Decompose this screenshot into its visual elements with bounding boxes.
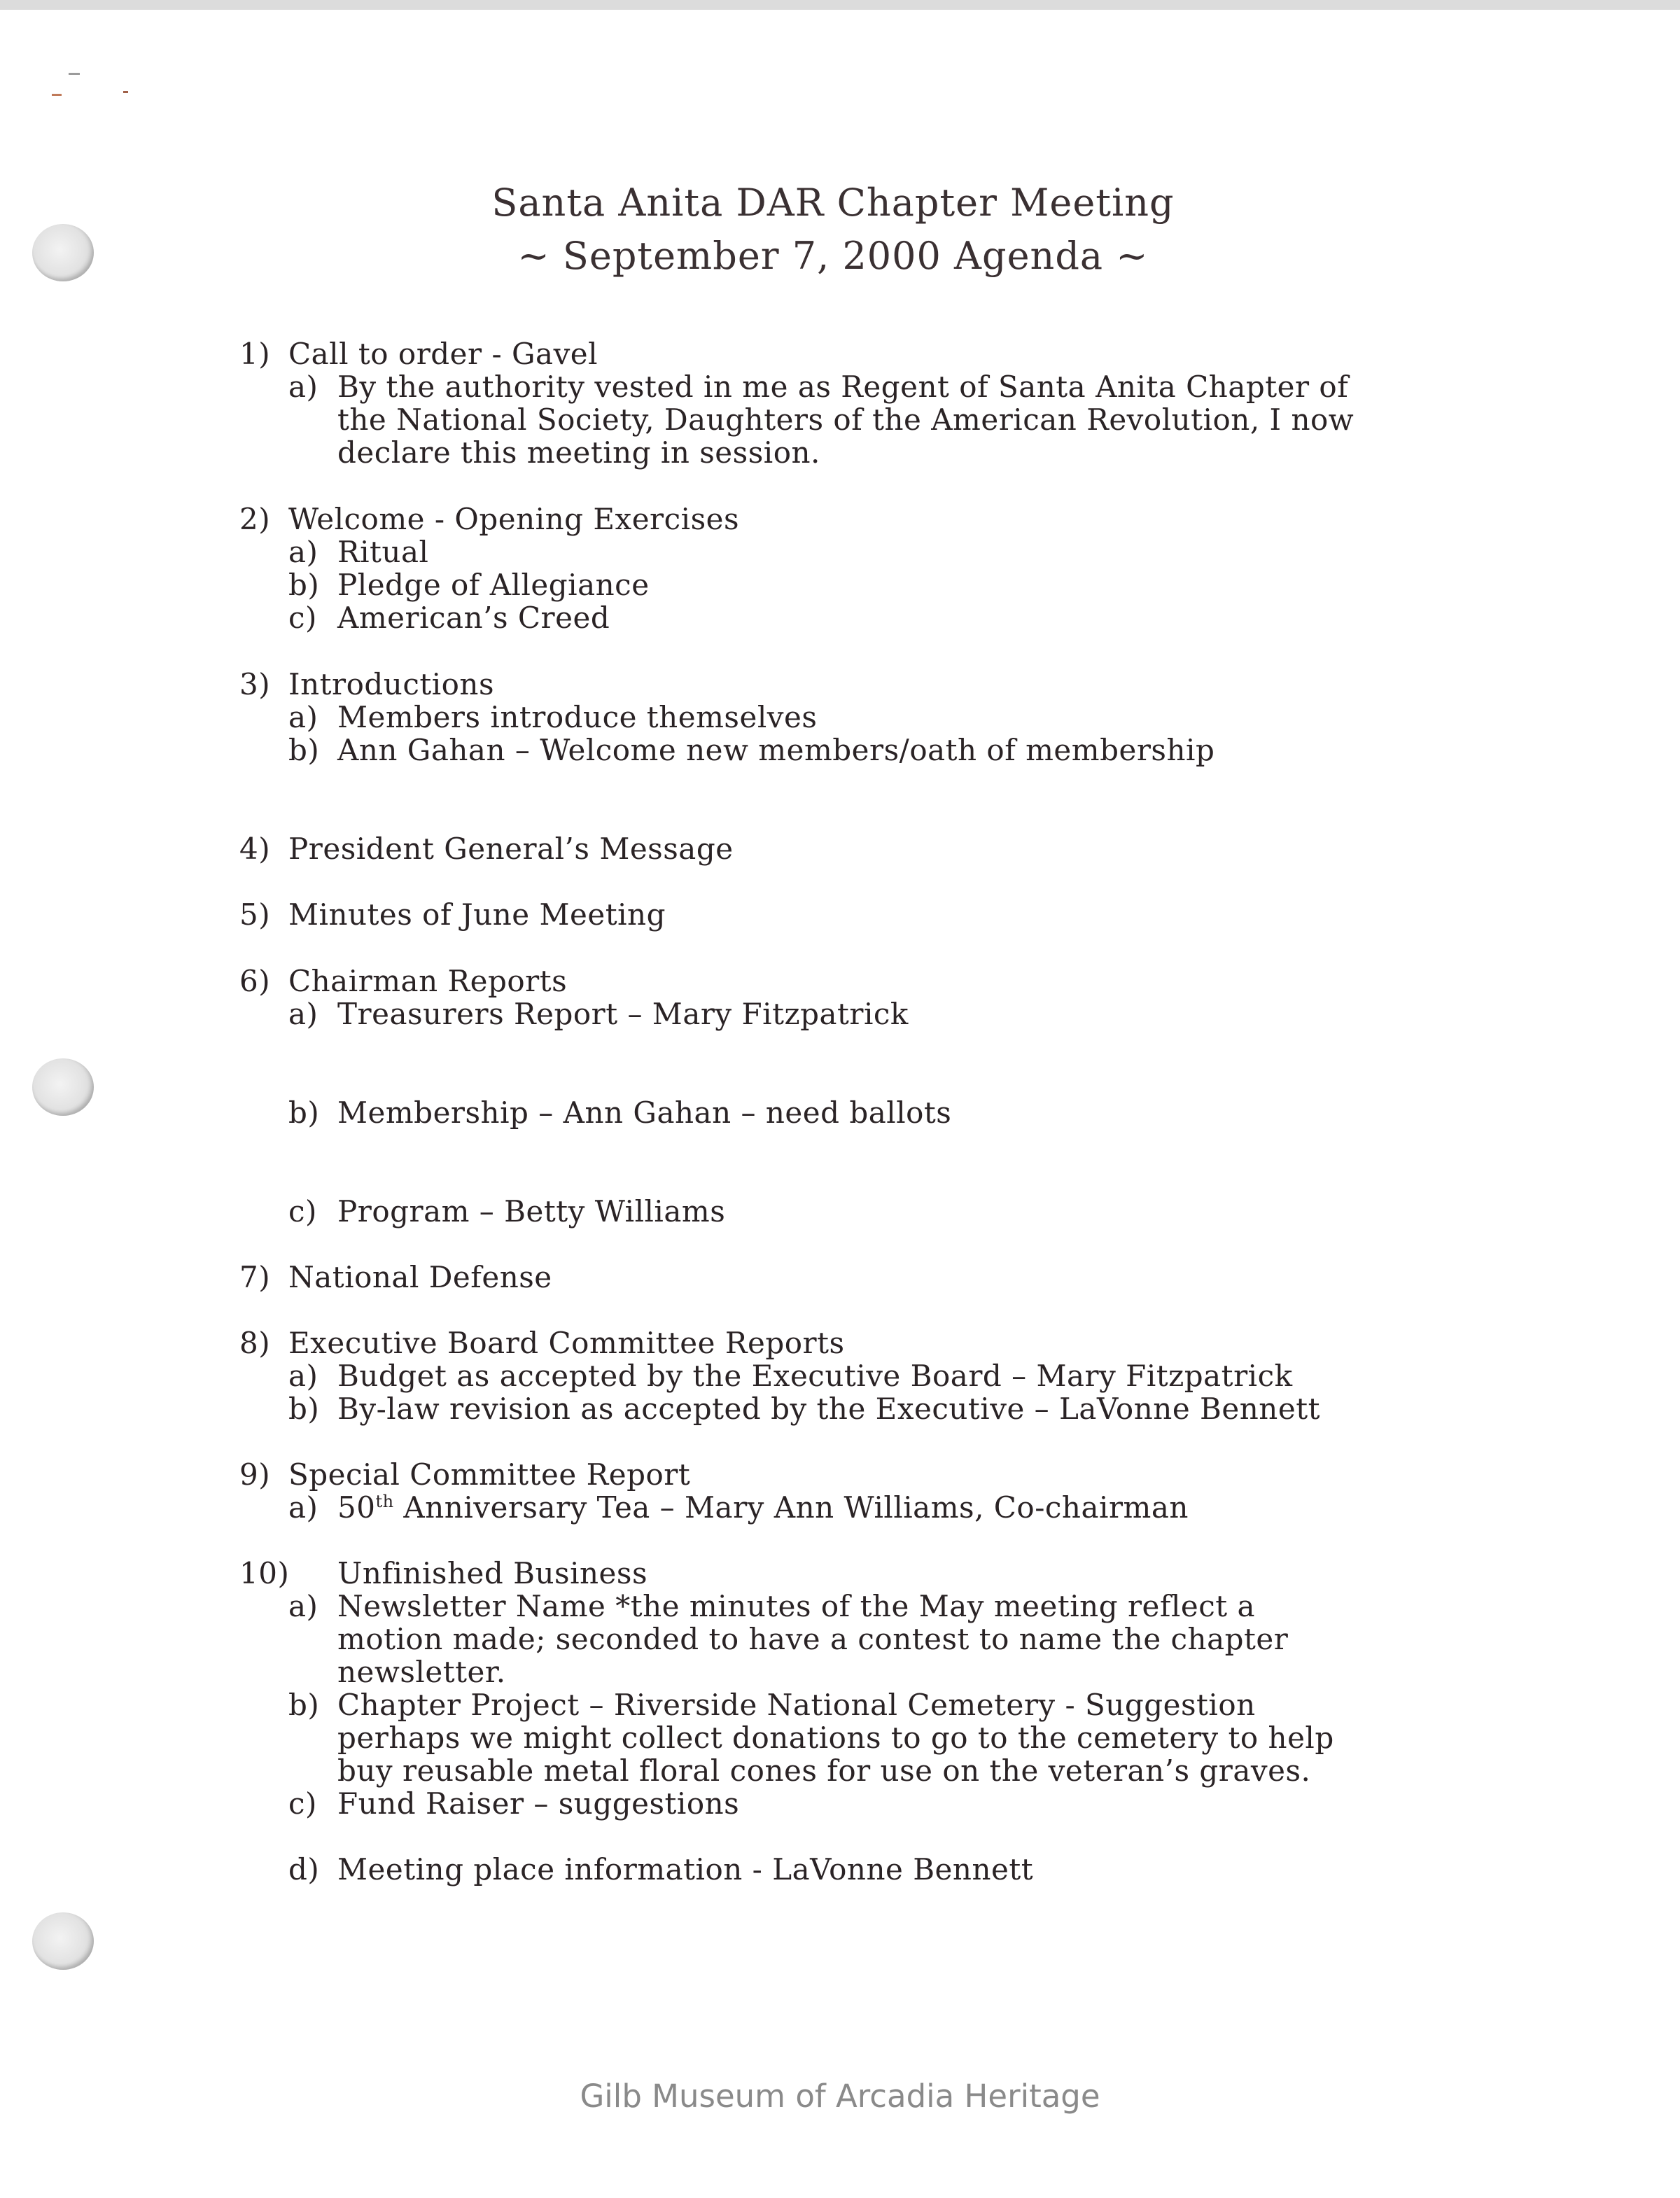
sub-item-letter: a)	[288, 535, 318, 569]
sub-item-text: Membership – Ann Gahan – need ballots	[337, 1096, 952, 1130]
sub-item-6b	[288, 1096, 951, 1130]
sub-item-6c	[288, 1195, 725, 1228]
item-number: 5)	[239, 897, 271, 932]
sub-item-3b	[288, 734, 1214, 767]
item-text: Introductions	[288, 667, 495, 701]
sub-item-10b	[288, 1688, 1256, 1722]
item-text: Executive Board Committee Reports	[288, 1326, 845, 1360]
agenda-item-9	[239, 1458, 690, 1492]
item-number: 4)	[239, 832, 271, 866]
sub-item-10b-cont: buy reusable metal floral cones for use on the veteran’s graves.	[337, 1754, 1311, 1788]
item-number: 1)	[239, 337, 271, 371]
agenda-item-1	[239, 337, 598, 371]
agenda-item-8	[239, 1326, 845, 1360]
item-number: 8)	[239, 1326, 271, 1360]
item-text: Minutes of June Meeting	[288, 897, 666, 932]
sub-item-letter: c)	[288, 1786, 317, 1821]
sub-item-letter: b)	[288, 1096, 320, 1130]
item-number: 2)	[239, 502, 271, 536]
sub-item-letter: a)	[288, 700, 318, 734]
agenda-item-3	[239, 668, 494, 701]
sub-item-1a-cont: the National Society, Daughters of the American Revolution, I now	[337, 402, 1354, 437]
ordinal-suffix: th	[375, 1492, 394, 1511]
sub-item-text: Members introduce themselves	[337, 700, 818, 734]
sub-item-letter: a)	[288, 997, 318, 1031]
page-title: Santa Anita DAR Chapter Meeting	[491, 181, 1175, 225]
sub-item-letter: c)	[288, 1194, 317, 1228]
sub-item-text: Fund Raiser – suggestions	[337, 1786, 740, 1821]
ordinal-number: 50	[337, 1490, 376, 1525]
item-number: 3)	[239, 667, 271, 701]
sub-item-text: Program – Betty Williams	[337, 1194, 726, 1228]
sub-item-letter: a)	[288, 1359, 318, 1393]
item-number: 9)	[239, 1457, 271, 1492]
sub-item-9a	[288, 1491, 1189, 1525]
sub-item-letter: a)	[288, 370, 318, 404]
agenda-item-10	[239, 1557, 648, 1590]
punch-hole-bottom	[32, 1912, 94, 1970]
sub-item-10a-cont: newsletter.	[337, 1655, 506, 1689]
sub-item-6a	[288, 997, 909, 1031]
sub-item-10a-cont: motion made; seconded to have a contest to name the chapter	[337, 1622, 1289, 1656]
sub-item-text: By the authority vested in me as Regent of Santa Anita Chapter of	[337, 370, 1349, 404]
item-number: 6)	[239, 964, 271, 998]
sub-item-text: Budget as accepted by the Executive Board – Mary Fitzpatrick	[337, 1359, 1293, 1393]
sub-item-10c	[288, 1787, 739, 1821]
agenda-item-5	[239, 898, 666, 932]
sub-item-letter: a)	[288, 1490, 318, 1525]
item-number: 10)	[239, 1556, 290, 1590]
sub-item-text: Ritual	[337, 535, 429, 569]
sub-item-text: Chapter Project – Riverside National Cemetery - Suggestion	[337, 1688, 1256, 1722]
sub-item-letter: a)	[288, 1589, 318, 1623]
sub-item-letter: c)	[288, 601, 317, 635]
scan-edge	[0, 0, 1680, 10]
sub-item-text: Treasurers Report – Mary Fitzpatrick	[337, 997, 909, 1031]
sub-item-text: By-law revision as accepted by the Executive – LaVonne Bennett	[337, 1392, 1320, 1426]
sub-item-2b	[288, 568, 650, 602]
item-text: Special Committee Report	[288, 1457, 691, 1492]
sub-item-1a	[288, 370, 1348, 404]
item-text: Chairman Reports	[288, 964, 568, 998]
scan-specks	[52, 70, 136, 105]
sub-item-8a	[288, 1359, 1293, 1393]
sub-item-3a	[288, 701, 817, 734]
sub-item-letter: b)	[288, 1688, 320, 1722]
agenda-item-7	[239, 1261, 552, 1294]
sub-item-text: Newsletter Name *the minutes of the May meeting reflect a	[337, 1589, 1256, 1623]
item-text: Unfinished Business	[337, 1556, 648, 1590]
item-text: National Defense	[288, 1260, 552, 1294]
sub-item-10a	[288, 1590, 1255, 1623]
punch-hole-middle	[32, 1058, 94, 1116]
sub-item-1a-cont: declare this meeting in session.	[337, 435, 820, 470]
page-subtitle: ~ September 7, 2000 Agenda ~	[517, 234, 1149, 278]
sub-item-10d	[288, 1853, 1033, 1886]
item-text: Call to order - Gavel	[288, 337, 598, 371]
sub-item-text: Ann Gahan – Welcome new members/oath of membership	[337, 733, 1215, 767]
agenda-item-6	[239, 965, 567, 998]
agenda-item-4	[239, 832, 734, 866]
sub-item-letter: b)	[288, 568, 320, 602]
sub-item-letter: b)	[288, 1392, 320, 1426]
sub-item-letter: b)	[288, 733, 320, 767]
sub-item-text: Pledge of Allegiance	[337, 568, 650, 602]
item-number: 7)	[239, 1260, 271, 1294]
sub-item-2c	[288, 601, 610, 635]
sub-item-2a	[288, 536, 428, 569]
agenda-item-2	[239, 503, 739, 536]
museum-watermark: Gilb Museum of Arcadia Heritage	[580, 2078, 1100, 2115]
sub-item-10b-cont: perhaps we might collect donations to go to the cemetery to help	[337, 1721, 1334, 1755]
sub-item-8b	[288, 1392, 1320, 1426]
item-text: Welcome - Opening Exercises	[288, 502, 740, 536]
item-text: President General’s Message	[288, 832, 734, 866]
sub-item-text: Anniversary Tea – Mary Ann Williams, Co-chairman	[393, 1490, 1189, 1525]
sub-item-text: American’s Creed	[337, 601, 610, 635]
sub-item-letter: d)	[288, 1852, 320, 1886]
sub-item-text: Meeting place information - LaVonne Bennett	[337, 1852, 1034, 1886]
